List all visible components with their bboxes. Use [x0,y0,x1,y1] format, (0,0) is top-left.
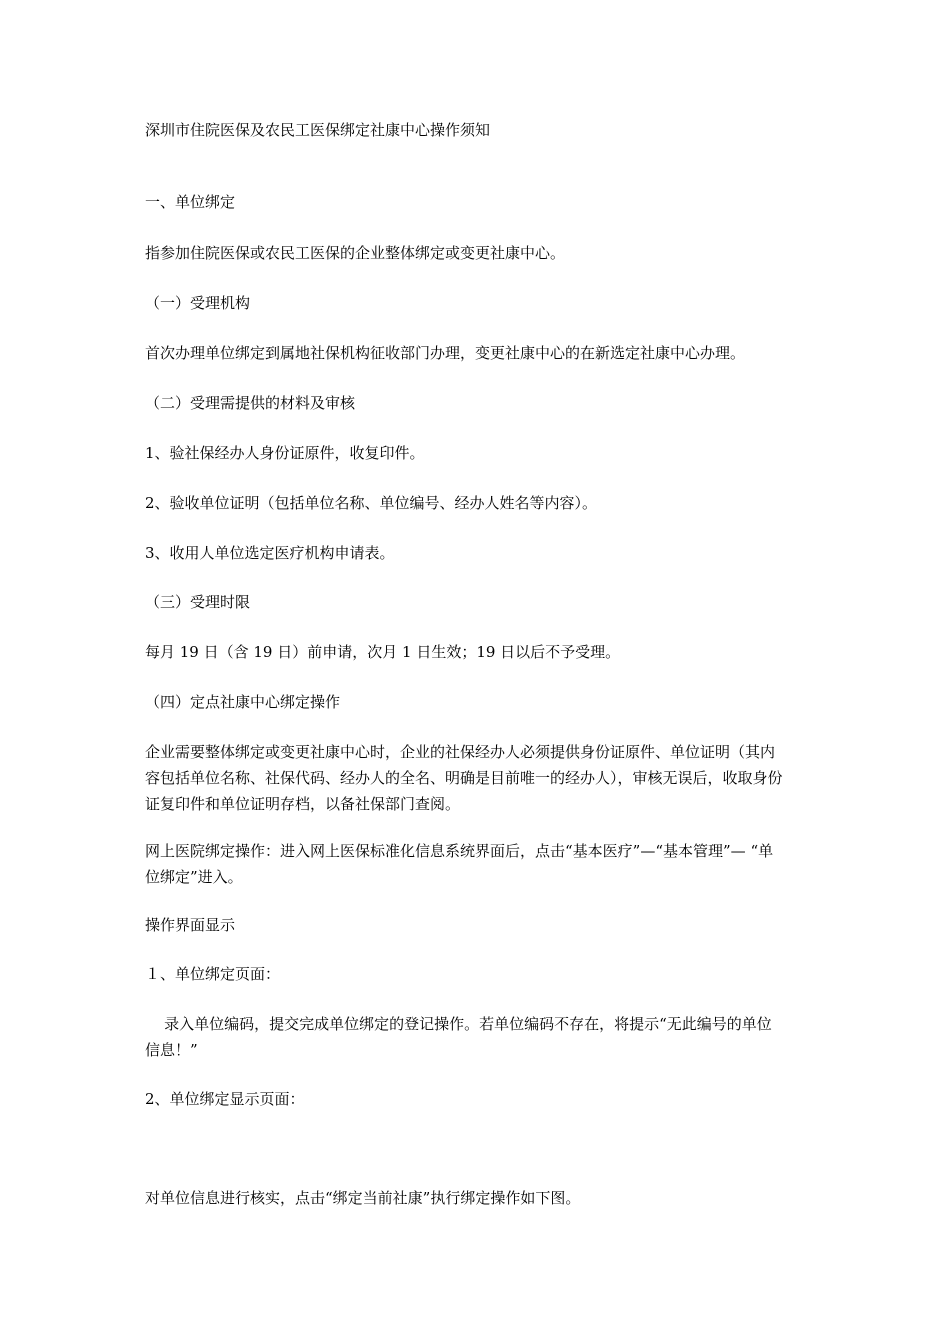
step1-heading: １、单位绑定页面： [145,965,281,983]
document-title: 深圳市住院医保及农民工医保绑定社康中心操作须知 [145,121,491,139]
paragraph-line: 企业需要整体绑定或变更社康中心时，企业的社保经办人必须提供身份证原件、单位证明（其内 [145,743,776,761]
subsection-text-time-limit: 每月 19 日（含 19 日）前申请，次月 1 日生效；19 日以后不予受理。 [145,643,621,661]
step1-paragraph [145,1011,850,1063]
ui-display-heading: 操作界面显示 [145,916,236,934]
final-instruction: 对单位信息进行核实，点击“绑定当前社康”执行绑定操作如下图。 [145,1189,581,1207]
materials-item-2: 2、验收单位证明（包括单位名称、单位编号、经办人姓名等内容）。 [145,494,598,512]
paragraph-line: 容包括单位名称、社保代码、经办人的全名、明确是目前唯一的经办人），审核无误后，收取身份 [145,769,783,787]
online-binding-paragraph [145,838,850,890]
subsection-text-agency: 首次办理单位绑定到属地社保机构征收部门办理，变更社康中心的在新选定社康中心办理。 [145,344,746,362]
subsection-heading-agency: （一）受理机构 [145,294,251,312]
paragraph-line: 信息！” [145,1041,198,1059]
subsection-heading-binding-operation: （四）定点社康中心绑定操作 [145,693,341,711]
paragraph-line: 位绑定”进入。 [145,868,243,886]
materials-item-3: 3、收用人单位选定医疗机构申请表。 [145,544,395,562]
paragraph-line: 证复印件和单位证明存档，以备社保部门查阅。 [145,795,461,813]
section-intro: 指参加住院医保或农民工医保的企业整体绑定或变更社康中心。 [145,244,566,262]
paragraph-line: 录入单位编码，提交完成单位绑定的登记操作。若单位编码不存在，将提示“无此编号的单位 [145,1015,772,1033]
subsection-heading-materials: （二）受理需提供的材料及审核 [145,394,356,412]
section-heading-unit-binding: 一、单位绑定 [145,193,236,211]
materials-item-1: 1、验社保经办人身份证原件，收复印件。 [145,444,425,462]
paragraph-line: 网上医院绑定操作：进入网上医保标准化信息系统界面后，点击“基本医疗”—“基本管理”— “单 [145,842,774,860]
subsection-heading-time-limit: （三）受理时限 [145,593,251,611]
binding-operation-paragraph [145,739,850,817]
step2-heading: 2、单位绑定显示页面： [145,1090,305,1108]
